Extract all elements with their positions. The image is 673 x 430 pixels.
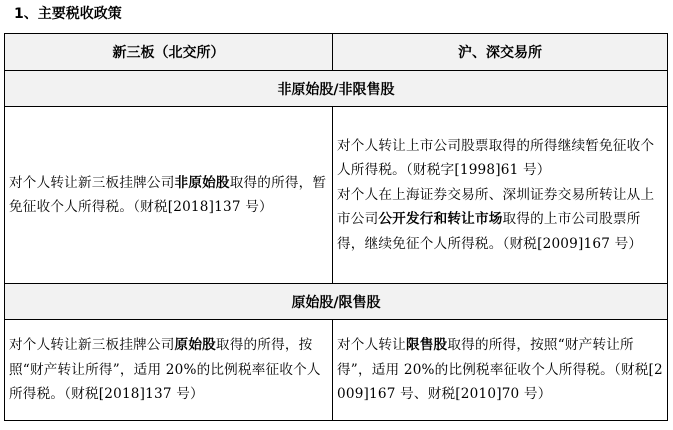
cell-text-bold: 公开发行和转让市场 xyxy=(378,211,503,228)
cell-text: 取得的所得，按照“财产转让所得”，适用 20%的比例税率征收个人所得税。（财税[2018]137 号） xyxy=(9,337,321,403)
cell-text-bold: 限售股 xyxy=(405,337,448,354)
section-row-non-restricted xyxy=(5,71,668,107)
cell-text: 对个人转让 xyxy=(337,337,406,354)
cell-text-bold: 非原始股 xyxy=(174,174,230,191)
cell-neeq-original xyxy=(5,320,333,421)
cell-text: 对个人转让新三板挂牌公司 xyxy=(9,337,175,354)
cell-sh-sz-non-restricted xyxy=(333,107,668,284)
paragraph-1998-61: 对个人转让上市公司股票取得的所得继续暂免征收个人所得税。（财税字[1998]61 号） xyxy=(337,137,655,179)
cell-text: 取得的上市公司股票所得，继续免征个人所得税。（财税[2009]167 号） xyxy=(337,211,643,252)
table-header-row xyxy=(5,34,668,71)
cell-text: 对个人在上海证券交易所、深圳证券交易所转让从上市公司 xyxy=(337,186,655,228)
section-row-restricted xyxy=(5,284,668,320)
table-row-non-restricted xyxy=(5,107,668,284)
cell-text-bold: 原始股 xyxy=(174,337,216,354)
col-header-neeq: 新三板（北交所） xyxy=(5,34,333,71)
table-row-restricted xyxy=(5,320,668,421)
cell-text: 对个人转让新三板挂牌公司 xyxy=(9,174,175,191)
cell-neeq-non-original xyxy=(5,107,333,284)
section-heading: 1、主要税收政策 xyxy=(14,6,122,22)
cell-text: 取得的所得，按照“财产转让所得”，适用 20%的比例税率征收个人所得税。（财税[2009]167 号、财税[2010]70 号） xyxy=(337,337,663,403)
paragraph-2009-167 xyxy=(337,183,663,257)
section-title-non-restricted: 非原始股/非限售股 xyxy=(5,71,668,107)
cell-text: 取得的所得，暂免征收个人所得税。（财税[2018]137 号） xyxy=(9,174,327,215)
cell-sh-sz-restricted xyxy=(333,320,668,421)
section-title-restricted: 原始股/限售股 xyxy=(5,284,668,320)
col-header-sh-sz: 沪、深交易所 xyxy=(333,34,668,71)
tax-policy-table xyxy=(4,33,668,421)
